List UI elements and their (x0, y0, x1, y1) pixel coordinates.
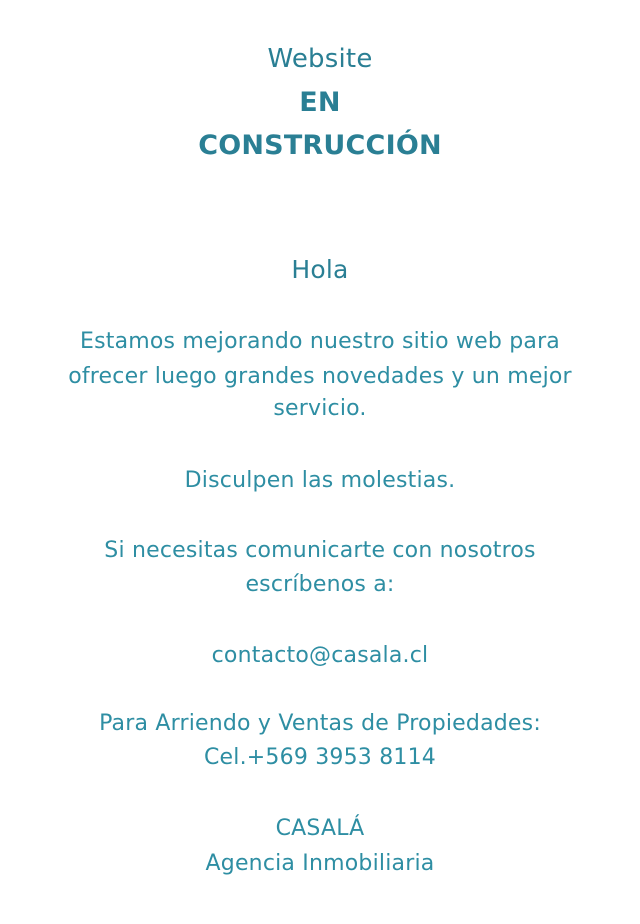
message-line-3: servicio. (273, 396, 367, 421)
message-line-2: ofrecer luego grandes novedades y un mejor (68, 364, 572, 389)
header-website: Website (267, 44, 373, 74)
rentals-line-1: Para Arriendo y Ventas de Propiedades: (99, 711, 541, 736)
footer-brand: CASALÁ (275, 816, 365, 841)
email-link[interactable]: contacto@casala.cl (211, 643, 429, 668)
message-line-1: Estamos mejorando nuestro sitio web para (80, 329, 560, 354)
rentals-phone: Cel.+569 3953 8114 (204, 745, 436, 770)
contact-intro-line-2: escríbenos a: (245, 572, 395, 597)
header-en: EN (299, 87, 341, 118)
contact-intro-line-1: Si necesitas comunicarte con nosotros (104, 538, 536, 563)
greeting: Hola (291, 255, 349, 284)
email-row (0, 643, 640, 668)
header-construccion: CONSTRUCCIÓN (198, 130, 442, 161)
footer-tagline: Agencia Inmobiliaria (205, 851, 435, 876)
apology: Disculpen las molestias. (184, 468, 456, 493)
